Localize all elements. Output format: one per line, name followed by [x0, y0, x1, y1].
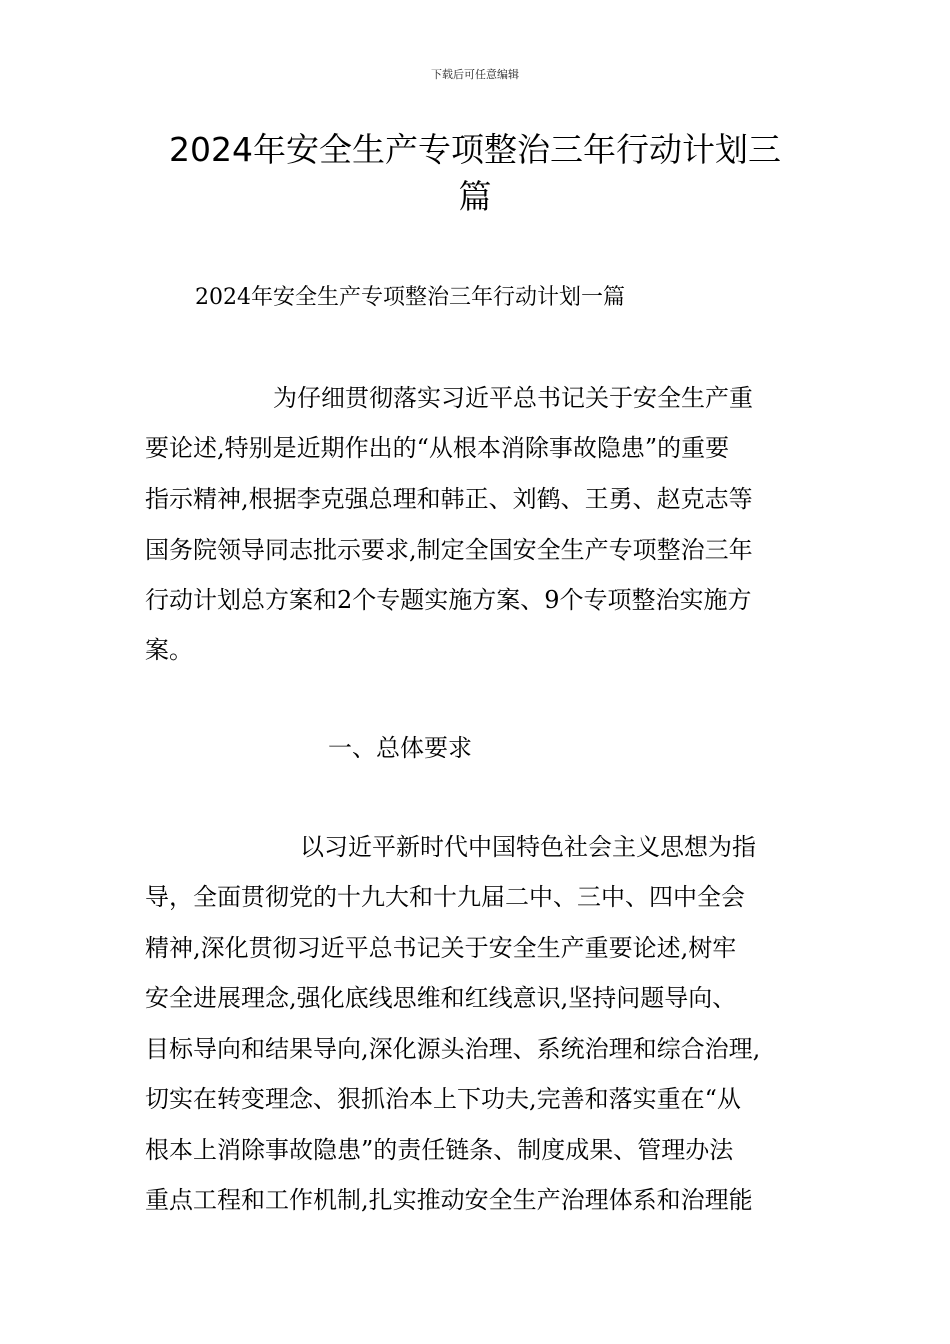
header-note: 下载后可任意编辑 [431, 68, 519, 81]
paragraph-line: 以习近平新时代中国特色社会主义思想为指 [300, 833, 756, 861]
title-line: 2024年安全生产专项整治三年行动计划三 [169, 130, 781, 169]
title-line: 篇 [458, 177, 492, 216]
paragraph-line: 案。 [145, 636, 193, 664]
section-heading: 一、总体要求 [328, 734, 472, 762]
paragraph-line: 指示精神,根据李克强总理和韩正、刘鹤、王勇、赵克志等 [145, 485, 753, 513]
paragraph-line: 安全进展理念,强化底线思维和红线意识,坚持问题导向、 [145, 984, 737, 1012]
subtitle: 2024年安全生产专项整治三年行动计划一篇 [195, 285, 625, 310]
paragraph-line: 目标导向和结果导向,深化源头治理、系统治理和综合治理, [145, 1035, 761, 1063]
paragraph-line: 切实在转变理念、狠抓治本上下功夫,完善和落实重在“从 [145, 1085, 741, 1113]
paragraph-line: 要论述,特别是近期作出的“从根本消除事故隐患”的重要 [145, 434, 730, 462]
paragraph-line: 为仔细贯彻落实习近平总书记关于安全生产重 [273, 384, 753, 412]
paragraph-line: 导，全面贯彻党的十九大和十九届二中、三中、四中全会 [145, 883, 745, 911]
paragraph-line: 根本上消除事故隐患”的责任链条、制度成果、管理办法 [145, 1136, 734, 1164]
paragraph-line: 国务院领导同志批示要求,制定全国安全生产专项整治三年 [145, 536, 753, 564]
paragraph-line: 重点工程和工作机制,扎实推动安全生产治理体系和治理能 [145, 1186, 753, 1214]
document-title [100, 126, 850, 220]
paragraph-line: 精神,深化贯彻习近平总书记关于安全生产重要论述,树牢 [145, 934, 737, 962]
paragraph-line: 行动计划总方案和2个专题实施方案、9个专项整治实施方 [145, 586, 752, 614]
